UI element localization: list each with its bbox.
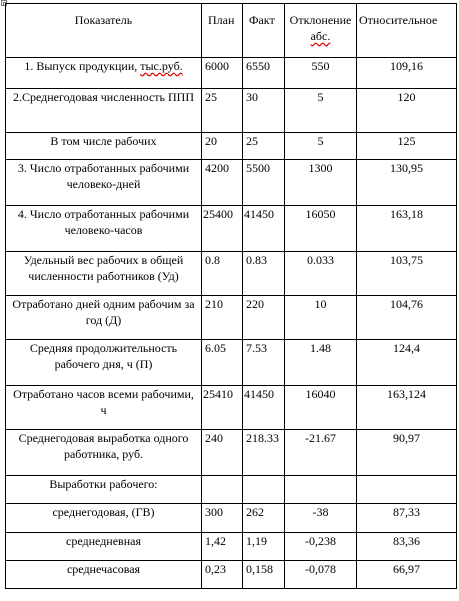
row-relative: 66,97	[357, 561, 457, 589]
table-row	[6, 89, 457, 133]
row-relative: 87,33	[357, 504, 457, 533]
row-name: среднечасовая	[6, 561, 202, 589]
row-relative: 103,75	[357, 252, 457, 296]
table-row	[6, 252, 457, 296]
row-deviation: 1.48	[285, 340, 357, 386]
row-fact: 262	[243, 504, 285, 533]
table-row	[6, 340, 457, 386]
spell-underline-word: тыс.руб.	[140, 59, 183, 73]
row-name: 2.Среднегодовая численность ППП	[6, 89, 202, 133]
row-name: Выработки рабочего:	[6, 476, 202, 504]
row-relative: 83,36	[357, 533, 457, 561]
row-fact: 30	[243, 89, 285, 133]
row-fact: 218.33	[243, 430, 285, 476]
row-name: Отработано дней одним рабочим за год (Д)	[6, 296, 202, 340]
row-plan: 0,23	[202, 561, 243, 589]
row-deviation: 16040	[285, 386, 357, 430]
row-fact: 220	[243, 296, 285, 340]
row-deviation: 5	[285, 89, 357, 133]
row-deviation: -0,078	[285, 561, 357, 589]
header-fact: Факт	[243, 4, 285, 58]
row-deviation: -38	[285, 504, 357, 533]
row-name: среднегодовая, (ГВ)	[6, 504, 202, 533]
header-deviation	[285, 4, 357, 58]
row-deviation: 550	[285, 58, 357, 89]
table-row	[6, 296, 457, 340]
row-fact: 0.83	[243, 252, 285, 296]
row-name: 1. Выпуск продукции, тыс.руб.	[6, 58, 202, 89]
table-row	[6, 476, 457, 504]
row-plan: 300	[202, 504, 243, 533]
row-plan: 210	[202, 296, 243, 340]
row-name: Средняя продолжительность рабочего дня, ч (П)	[6, 340, 202, 386]
table-row	[6, 430, 457, 476]
row-name: Среднегодовая выработка одного работника, руб.	[6, 430, 202, 476]
table-row	[6, 133, 457, 160]
row-plan: 1,42	[202, 533, 243, 561]
row-fact	[243, 476, 285, 504]
row-relative	[357, 476, 457, 504]
row-plan: 6.05	[202, 340, 243, 386]
row-relative: 125	[357, 133, 457, 160]
row-deviation: -21.67	[285, 430, 357, 476]
row-relative: 90,97	[357, 430, 457, 476]
row-relative: 109,16	[357, 58, 457, 89]
table-row	[6, 58, 457, 89]
row-name: В том числе рабочих	[6, 133, 202, 160]
row-fact: 41450	[243, 206, 285, 252]
row-relative: 130,95	[357, 160, 457, 206]
table-row	[6, 533, 457, 561]
header-deviation-label: Отклонение	[289, 13, 352, 27]
row-fact: 1,19	[243, 533, 285, 561]
table-row	[6, 386, 457, 430]
row-relative: 163,124	[357, 386, 457, 430]
table-header-row	[6, 4, 457, 58]
row-relative: 120	[357, 89, 457, 133]
table-row	[6, 206, 457, 252]
row-deviation: 0.033	[285, 252, 357, 296]
header-deviation-abs: абс.	[310, 29, 331, 43]
row-deviation: 1300	[285, 160, 357, 206]
row-plan: 240	[202, 430, 243, 476]
row-plan: 25	[202, 89, 243, 133]
header-plan: План	[202, 4, 243, 58]
indicators-table	[5, 3, 457, 589]
row-plan: 25400	[202, 206, 243, 252]
row-deviation: 10	[285, 296, 357, 340]
row-deviation: 5	[285, 133, 357, 160]
row-fact: 5500	[243, 160, 285, 206]
row-plan: 4200	[202, 160, 243, 206]
row-fact: 41450	[243, 386, 285, 430]
row-fact: 6550	[243, 58, 285, 89]
row-deviation: -0,238	[285, 533, 357, 561]
row-plan: 6000	[202, 58, 243, 89]
row-fact: 25	[243, 133, 285, 160]
row-deviation: 16050	[285, 206, 357, 252]
row-plan: 25410	[202, 386, 243, 430]
row-deviation	[285, 476, 357, 504]
header-relative: Относительное	[357, 4, 457, 58]
row-plan: 20	[202, 133, 243, 160]
table-row	[6, 504, 457, 533]
table-row	[6, 561, 457, 589]
row-fact: 0,158	[243, 561, 285, 589]
row-name: 3. Число отработанных рабочими человеко-дней	[6, 160, 202, 206]
row-name: среднедневная	[6, 533, 202, 561]
row-name: Удельный вес рабочих в общей численности работников (Уд)	[6, 252, 202, 296]
row-fact: 7.53	[243, 340, 285, 386]
row-name: Отработано часов всеми рабочими, ч	[6, 386, 202, 430]
header-indicator: Показатель	[6, 4, 202, 58]
row-name: 4. Число отработанных рабочими человеко-часов	[6, 206, 202, 252]
row-plan	[202, 476, 243, 504]
row-relative: 163,18	[357, 206, 457, 252]
row-relative: 124,4	[357, 340, 457, 386]
row-plan: 0.8	[202, 252, 243, 296]
table-row	[6, 160, 457, 206]
row-relative: 104,76	[357, 296, 457, 340]
